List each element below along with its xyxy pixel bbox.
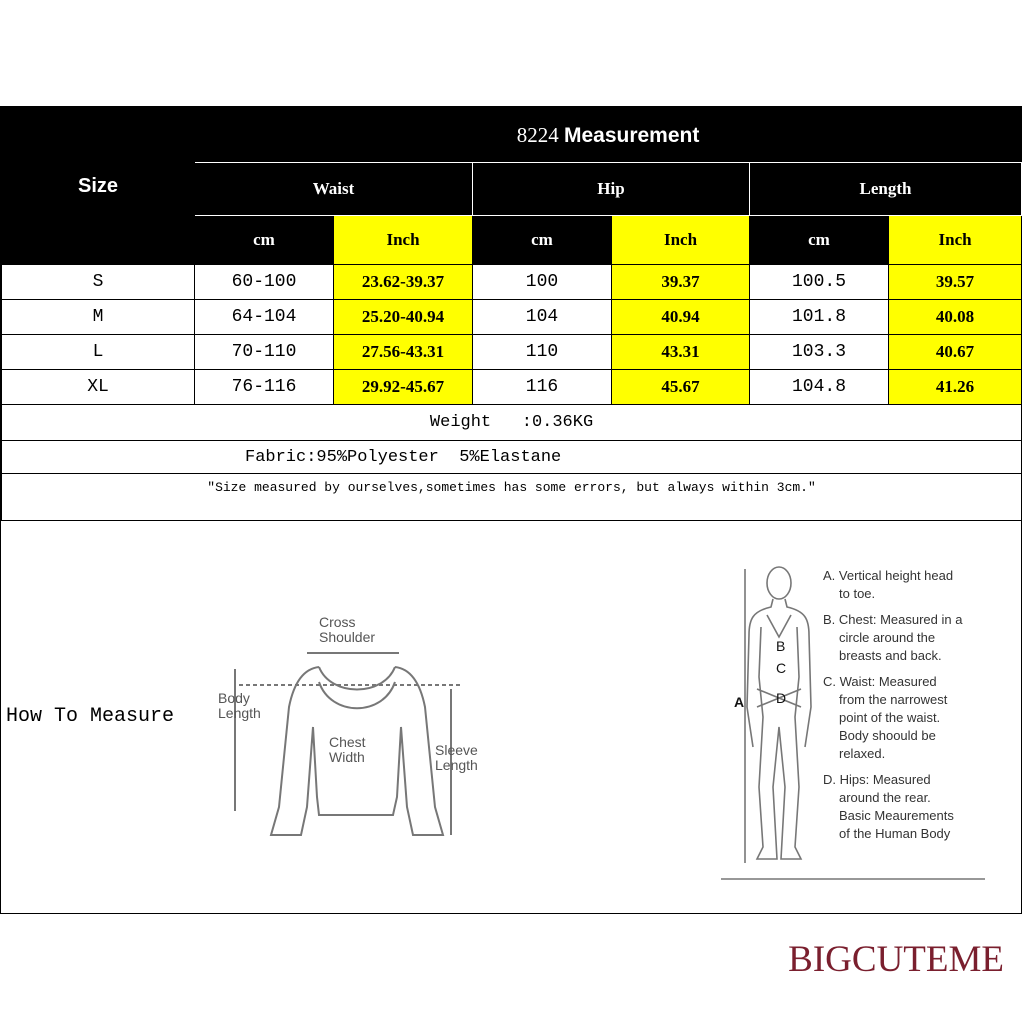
size-cell: M <box>2 300 195 335</box>
body-length-label: Length <box>218 705 261 721</box>
length-inch-cell: 40.67 <box>889 335 1022 370</box>
legend-c-line5: relaxed. <box>839 746 886 761</box>
legend-d-line1: D. Hips: Measured <box>823 772 931 787</box>
size-cell: L <box>2 335 195 370</box>
hip-cm-cell: 110 <box>473 335 612 370</box>
body-legend <box>823 567 962 851</box>
size-header: Size <box>2 108 195 265</box>
length-inch-cell: 41.26 <box>889 370 1022 405</box>
cross-label: Cross <box>319 614 356 630</box>
legend-d-line3: Basic Meaurements <box>839 808 954 823</box>
title-number: 8224 <box>516 122 559 147</box>
length-inch-cell: 40.08 <box>889 300 1022 335</box>
length-cm-cell: 101.8 <box>750 300 889 335</box>
label-c: C <box>776 660 787 676</box>
legend-c-line4: Body shoould be <box>839 728 936 743</box>
legend-a-line2: to toe. <box>839 586 876 601</box>
waist-inch-cell: 23.62-39.37 <box>334 265 473 300</box>
unit-waist-cm: cm <box>195 216 334 265</box>
waist-inch-cell: 27.56-43.31 <box>334 335 473 370</box>
hip-cm-cell: 100 <box>473 265 612 300</box>
hip-inch-cell: 43.31 <box>612 335 750 370</box>
size-cell: XL <box>2 370 195 405</box>
hip-inch-cell: 39.37 <box>612 265 750 300</box>
hip-cm-cell: 104 <box>473 300 612 335</box>
hip-inch-cell: 45.67 <box>612 370 750 405</box>
legend-a-line1: A. Vertical height head <box>823 568 954 583</box>
unit-length-cm: cm <box>750 216 889 265</box>
legend-b-line3: breasts and back. <box>839 648 942 663</box>
label-b: B <box>776 638 786 654</box>
sleeve-label: Sleeve <box>435 742 478 758</box>
waist-cm-cell: 70-110 <box>195 335 334 370</box>
sleeve-length-label: Length <box>435 757 478 773</box>
legend-d-line2: around the rear. <box>839 790 931 805</box>
size-cell: S <box>2 265 195 300</box>
waist-cm-cell: 64-104 <box>195 300 334 335</box>
length-cm-cell: 100.5 <box>750 265 889 300</box>
fabric-row: Fabric:95%Polyester 5%Elastane <box>2 441 1022 474</box>
group-waist: Waist <box>195 163 473 216</box>
size-note: "Size measured by ourselves,sometimes has some errors, but always within 3cm." <box>2 474 1022 521</box>
waist-cm-cell: 60-100 <box>195 265 334 300</box>
hip-cm-cell: 116 <box>473 370 612 405</box>
legend-c-line1: C. Waist: Measured <box>823 674 937 689</box>
legend-c-line2: from the narrowest <box>839 692 948 707</box>
group-length: Length <box>750 163 1022 216</box>
unit-waist-inch: Inch <box>334 216 473 265</box>
label-a: A <box>734 694 745 710</box>
legend-c-line3: point of the waist. <box>839 710 941 725</box>
unit-hip-cm: cm <box>473 216 612 265</box>
waist-cm-cell: 76-116 <box>195 370 334 405</box>
unit-length-inch: Inch <box>889 216 1022 265</box>
length-cm-cell: 104.8 <box>750 370 889 405</box>
legend-b-line2: circle around the <box>839 630 936 645</box>
size-chart <box>0 106 1022 914</box>
brand-logo: BIGCUTEME <box>788 939 1004 980</box>
group-hip: Hip <box>473 163 750 216</box>
legend-d-line4: of the Human Body <box>839 826 951 841</box>
length-cm-cell: 103.3 <box>750 335 889 370</box>
how-to-measure-label: How To Measure <box>6 705 175 728</box>
unit-hip-inch: Inch <box>612 216 750 265</box>
waist-inch-cell: 25.20-40.94 <box>334 300 473 335</box>
length-inch-cell: 39.57 <box>889 265 1022 300</box>
weight-row: Weight :0.36KG <box>2 405 1022 441</box>
label-d: D <box>776 690 787 706</box>
body-label: Body <box>218 690 250 706</box>
title-word: Measurement <box>563 123 700 147</box>
waist-inch-cell: 29.92-45.67 <box>334 370 473 405</box>
legend-b-line1: B. Chest: Measured in a <box>823 612 963 627</box>
chest-width-label: Width <box>329 749 365 765</box>
shoulder-label: Shoulder <box>319 629 376 645</box>
chest-label: Chest <box>329 734 366 750</box>
hip-inch-cell: 40.94 <box>612 300 750 335</box>
